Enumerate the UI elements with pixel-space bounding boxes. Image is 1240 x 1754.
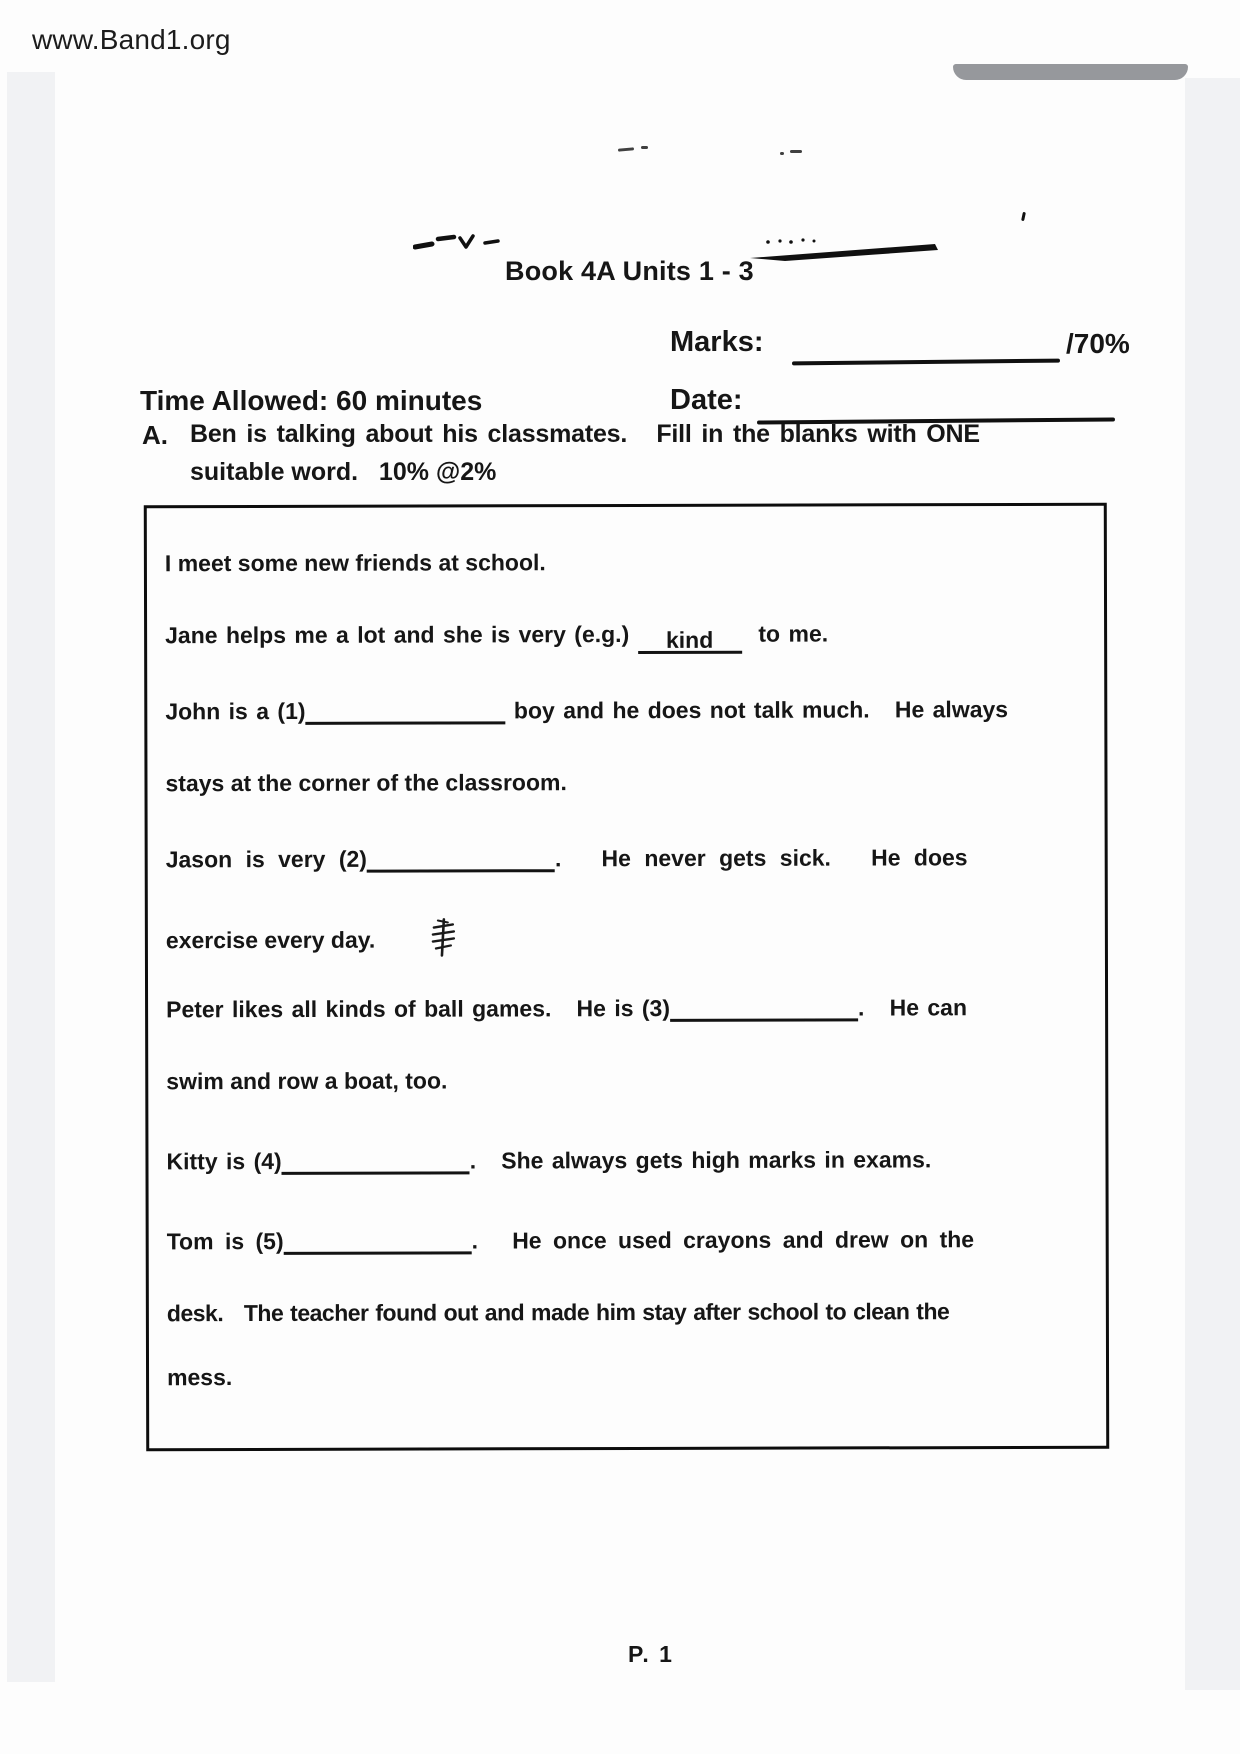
passage-line-12: mess. [167, 1364, 233, 1391]
passage-line-9-post: . She always gets high marks in exams. [469, 1146, 932, 1174]
section-a-instruction-line2: suitable word. 10% @2% [190, 458, 497, 486]
passage-line-11: desk. The teacher found out and made him stay after school to clean the [166, 1298, 950, 1327]
passage-line-5-post: . He never gets sick. He does [554, 844, 968, 872]
left-page-edge-strip [7, 72, 55, 1682]
passage-line-7 [166, 994, 1088, 1024]
section-a-letter: A. [142, 420, 168, 450]
passage-line-10-post: . He once used crayons and drew on the [471, 1226, 975, 1254]
scan-smudge-dash-b [641, 146, 648, 149]
example-answer: kind [665, 626, 714, 653]
page-number: P. 1 [628, 1641, 674, 1667]
answer-blank-3 [670, 994, 858, 1022]
passage-line-10 [167, 1226, 1089, 1256]
example-answer-blank [638, 627, 742, 654]
passage-line-3 [165, 696, 1087, 726]
passage-line-4: stays at the corner of the classroom. [165, 769, 567, 797]
passage-line-10-pre: Tom is (5) [166, 1228, 284, 1255]
answer-blank-1 [305, 697, 505, 725]
marks-blank-line [792, 359, 1060, 366]
time-allowed: Time Allowed: 60 minutes [140, 385, 483, 416]
passage-line-2-post: to me. [741, 620, 829, 647]
passage-line-6-text: exercise every day. [165, 926, 376, 954]
marks-total: /70% [1066, 328, 1130, 359]
answer-blank-5 [284, 1227, 472, 1255]
passage-line-2-pre: Jane helps me a lot and she is very (e.g.) [165, 620, 638, 649]
scan-ink-line [750, 238, 940, 264]
passage-line-7-pre: Peter likes all kinds of ball games. He is (3) [166, 995, 671, 1023]
passage-line-6 [166, 916, 1088, 958]
answer-blank-4 [282, 1147, 470, 1175]
passage-line-7-post: . He can [857, 994, 968, 1021]
section-a-instruction-line1: Ben is talking about his classmates. Fill in the blanks with ONE [190, 420, 980, 448]
scan-shadow-bar [953, 64, 1188, 80]
scan-smudge-dash-a [618, 147, 634, 151]
site-url: www.Band1.org [32, 24, 231, 55]
passage-box [144, 503, 1109, 1452]
right-page-edge-strip [1185, 78, 1240, 1690]
scan-smudge-tick [1021, 212, 1026, 221]
passage-line-3-pre: John is a (1) [165, 697, 306, 725]
page-title: Book 4A Units 1 - 3 [505, 256, 754, 286]
passage-line-5-pre: Jason is very (2) [165, 845, 367, 873]
passage-line-1: I meet some new friends at school. [164, 549, 546, 577]
handwritten-character-mark [430, 917, 456, 957]
scan-smudge-marks [413, 230, 505, 256]
passage-line-3-post: boy and he does not talk much. He always [505, 696, 1009, 724]
passage-line-5 [166, 844, 1088, 874]
passage-line-2 [165, 620, 1087, 656]
passage-line-9 [166, 1146, 1088, 1176]
passage-line-8: swim and row a boat, too. [166, 1067, 448, 1095]
answer-blank-2 [367, 845, 555, 873]
scan-smudge-dot-a [780, 152, 784, 155]
scan-smudge-dash-c [790, 150, 802, 153]
passage-line-9-pre: Kitty is (4) [166, 1148, 282, 1175]
date-label: Date: [670, 384, 743, 416]
marks-label: Marks: [670, 326, 764, 358]
